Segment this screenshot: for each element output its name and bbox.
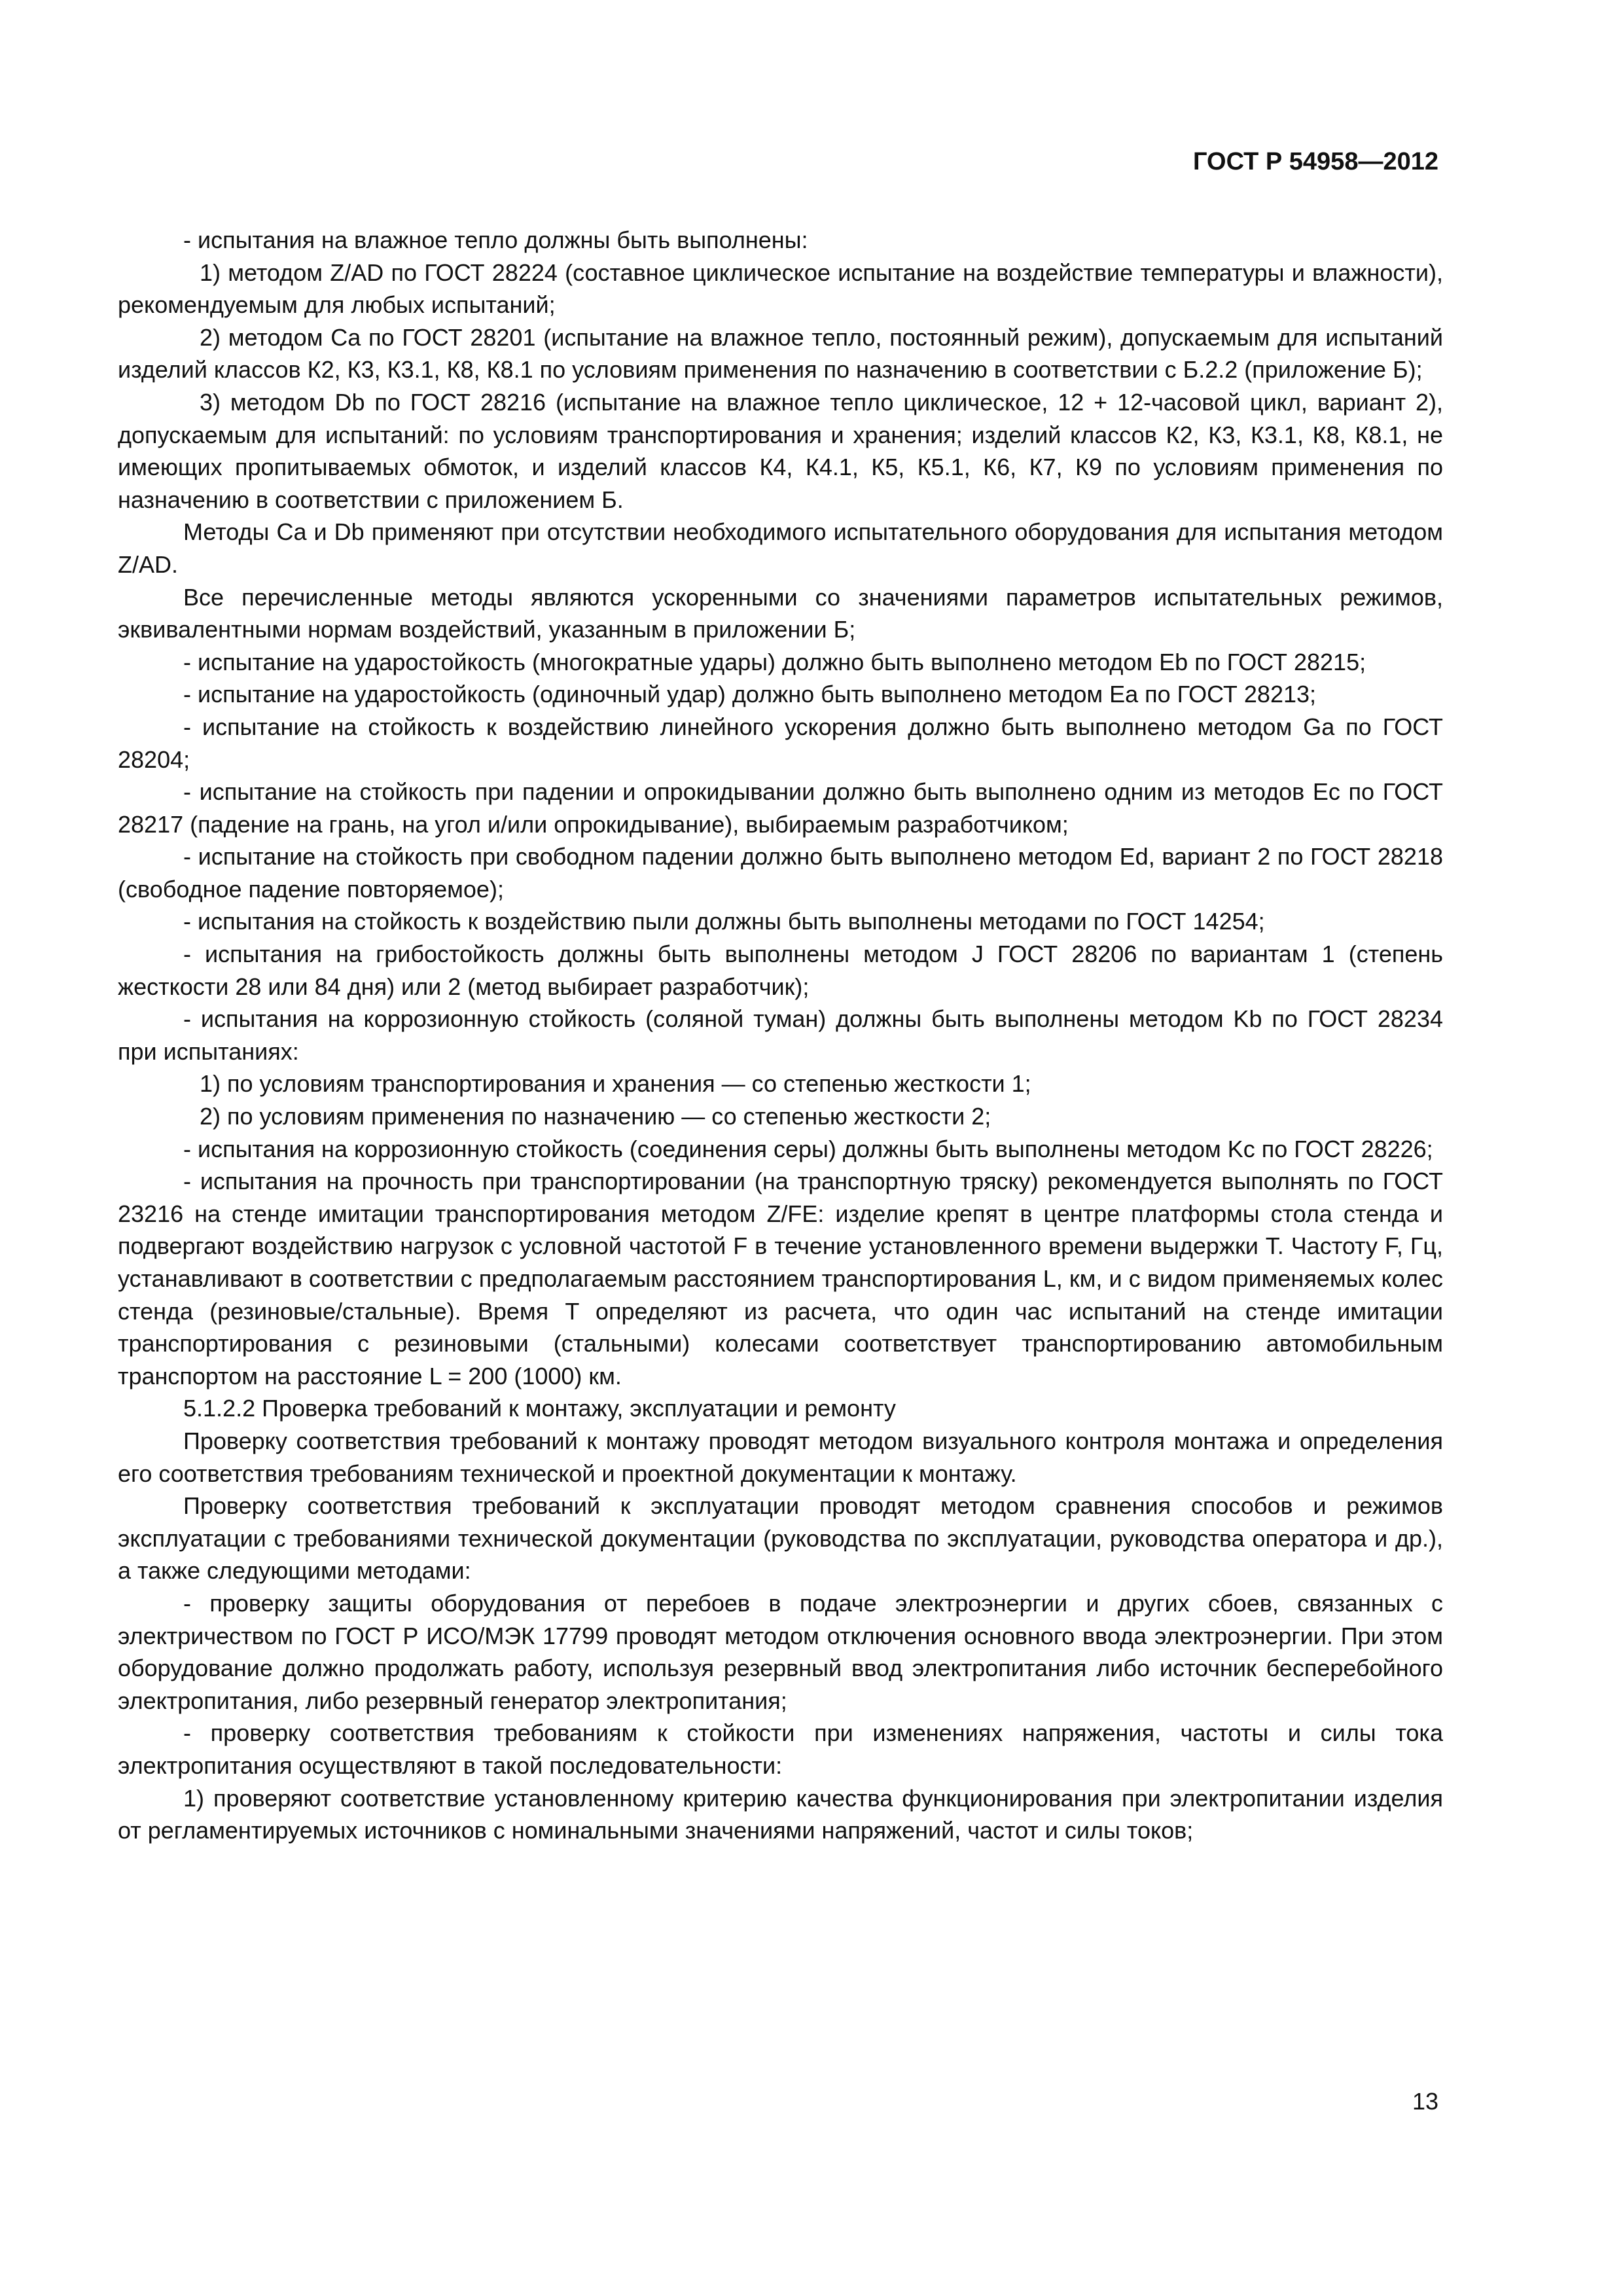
paragraph: - испытания на коррозионную стойкость (соляной туман) должны быть выполнены методом Kb по ГОСТ 28234 при испытаниях: (118, 1005, 1443, 1065)
paragraph: - испытание на стойкость при свободном падении должно быть выполнено методом Ed, вариант 2 по ГОСТ 28218 (свободное падение повторяемое); (118, 843, 1443, 903)
paragraph: Проверку соответствия требований к эксплуатации проводят методом сравнения способов и режимов эксплуатации с требованиями технической документации (руководства по эксплуатации, руководства оператора и др.), а также следующими методами: (118, 1492, 1443, 1585)
page-body (118, 224, 1443, 1847)
paragraph: - испытание на ударостойкость (многократные удары) должно быть выполнено методом Eb по ГОСТ 28215; (183, 648, 1366, 675)
paragraph: 2) методом Ca по ГОСТ 28201 (испытание на влажное тепло, постоянный режим), допускаемым для испытаний изделий классов К2, К3, К3.1, К8, К8.1 по условиям применения по назначению в соответствии с Б.2.2 (приложение Б); (118, 323, 1443, 384)
paragraph: Методы Ca и Db применяют при отсутствии необходимого испытательного оборудования для испытания методом Z/AD. (118, 518, 1443, 578)
document-number: ГОСТ Р 54958—2012 (1193, 148, 1438, 175)
paragraph: - проверку защиты оборудования от перебоев в подаче электроэнергии и других сбоев, связанных с электричеством по ГОСТ Р ИСО/МЭК 17799 проводят методом отключения основного ввода электроэнергии. При этом оборудование должно продолжать работу, используя резервный ввод электропитания либо источник бесперебойного электропитания, либо резервный генератор электропитания; (118, 1589, 1443, 1714)
paragraph: 2) по условиям применения по назначению — со степенью жесткости 2; (200, 1103, 991, 1130)
paragraph: - испытание на стойкость к воздействию линейного ускорения должно быть выполнено методом Ga по ГОСТ 28204; (118, 713, 1443, 773)
paragraph: - испытание на ударостойкость (одиночный удар) должно быть выполнено методом Ea по ГОСТ 28213; (183, 681, 1317, 708)
page-number: 13 (1412, 2088, 1438, 2115)
paragraph: 1) проверяют соответствие установленному критерию качества функционирования при электропитании изделия от регламентируемых источников с номинальными значениями напряжений, частот и силы токов; (118, 1784, 1443, 1844)
paragraph: Проверку соответствия требований к монтажу проводят методом визуального контроля монтажа и определения его соответствия требованиям технической и проектной документации к монтажу. (118, 1427, 1443, 1487)
paragraph: - испытания на грибостойкость должны быть выполнены методом J ГОСТ 28206 по вариантам 1 (степень жесткости 28 или 84 дня) или 2 (метод выбирает разработчик); (118, 941, 1443, 1000)
paragraph: - испытание на стойкость при падении и опрокидывании должно быть выполнено одним из методов Ec по ГОСТ 28217 (падение на грань, на угол и/или опрокидывание), выбираемым разработчиком; (118, 778, 1443, 838)
paragraph: 1) по условиям транспортирования и хранения — со степенью жесткости 1; (200, 1070, 1031, 1098)
paragraph: - проверку соответствия требованиям к стойкости при изменениях напряжения, частоты и силы тока электропитания осуществляют в такой последовательности: (118, 1719, 1443, 1779)
paragraph: 1) методом Z/AD по ГОСТ 28224 (составное циклическое испытание на воздействие температуры и влажности), рекомендуемым для любых испытаний; (118, 259, 1443, 319)
paragraph: Все перечисленные методы являются ускоренными со значениями параметров испытательных режимов, эквивалентными нормам воздействий, указанным в приложении Б; (118, 583, 1443, 643)
paragraph: - испытания на коррозионную стойкость (соединения серы) должны быть выполнены методом Kc по ГОСТ 28226; (183, 1135, 1433, 1162)
section-heading: 5.1.2.2 Проверка требований к монтажу, эксплуатации и ремонту (183, 1395, 896, 1422)
paragraph: - испытания на стойкость к воздействию пыли должны быть выполнены методами по ГОСТ 14254; (183, 908, 1265, 935)
paragraph: - испытания на влажное тепло должны быть выполнены: (183, 226, 808, 253)
paragraph: 3) методом Db по ГОСТ 28216 (испытание на влажное тепло циклическое, 12 + 12-часовой цикл, вариант 2), допускаемым для испытаний: по условиям транспортирования и хранения; изделий классов К2, К3, К3.1, К8, К8.1, не имеющих пропитываемых обмоток, и изделий классов К4, К4.1, К5, К5.1, К6, К7, К9 по условиям применения по назначению в соответствии с приложением Б. (118, 388, 1443, 513)
paragraph: - испытания на прочность при транспортировании (на транспортную тряску) рекомендуется выполнять по ГОСТ 23216 на стенде имитации транспортирования методом Z/FE: изделие крепят в центре платформы стола стенда и подвергают воздействию нагрузок с условной частотой F в течение установленного времени выдержки T. Частоту F, Гц, устанавливают в соответствии с предполагаемым расстоянием транспортирования L, км, и с видом применяемых колес стенда (резиновые/стальные). Время T определяют из расчета, что один час испытаний на стенде имитации транспортирования с резиновыми (стальными) колесами соответствует транспортированию автомобильным транспортом на расстояние L = 200 (1000) км. (118, 1168, 1443, 1390)
